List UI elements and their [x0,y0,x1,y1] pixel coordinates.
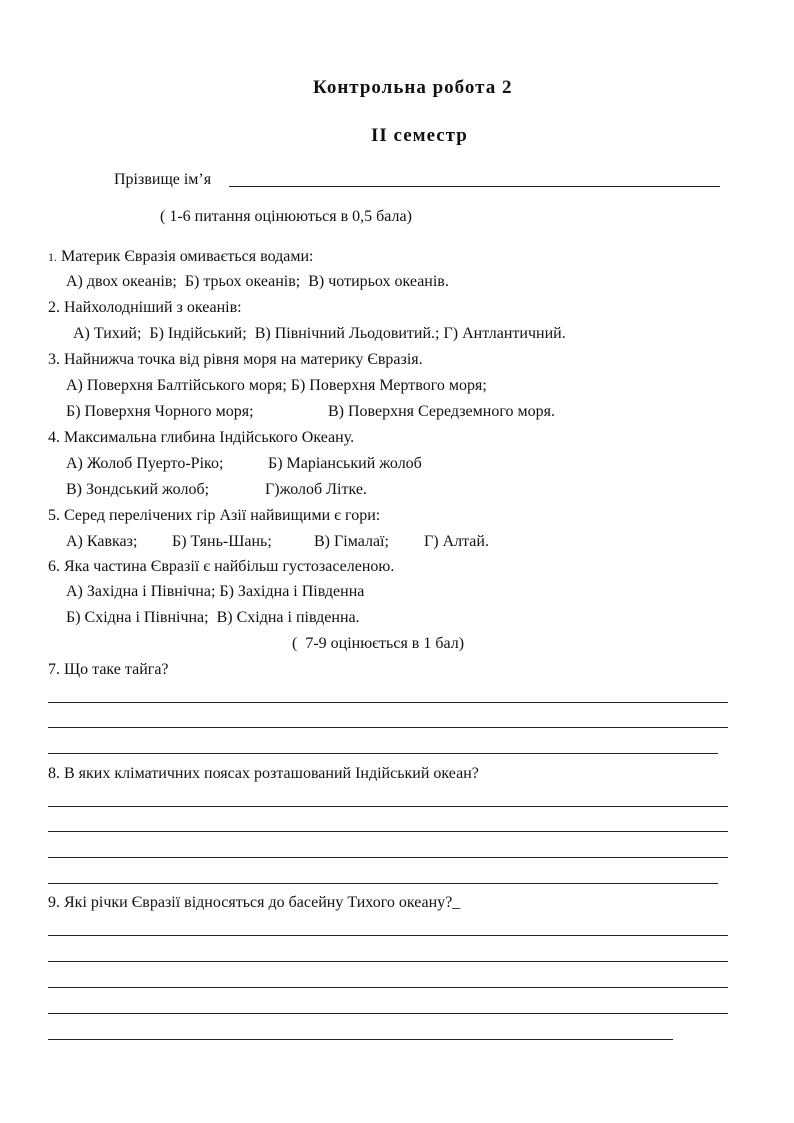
answer-line[interactable] [48,935,728,936]
question-9: 9. Які річки Євразії відносяться до басейну Тихого океану?_ [48,894,461,911]
answer-line[interactable] [48,1039,673,1040]
answer-line[interactable] [48,883,718,884]
question-6-options-row2: Б) Східна і Північна; В) Східна і південна. [66,609,360,626]
question-2-options: А) Тихий; Б) Індійський; В) Північний Льодовитий.; Г) Антлантичний. [73,325,566,342]
question-5-option-b: Б) Тянь-Шань; [172,533,272,550]
name-label: Прізвище ім’я [114,171,212,188]
question-1-text: Материк Євразія омивається водами: [57,248,314,265]
answer-line[interactable] [48,961,728,962]
question-4-option-b: Б) Маріанський жолоб [268,455,422,472]
scoring-note-1-6: ( 1-6 питання оцінюються в 0,5 бала) [160,208,412,225]
question-2: 2. Найхолодніший з океанів: [48,299,242,316]
question-7: 7. Що таке тайга? [48,661,169,678]
answer-line[interactable] [48,987,728,988]
question-3-option-b: Б) Поверхня Чорного моря; [66,403,254,420]
question-5-option-g: Г) Алтай. [424,533,489,550]
question-3-options-row1: А) Поверхня Балтійського моря; Б) Поверхня Мертвого моря; [66,377,487,394]
question-5-option-a: А) Кавказ; [66,533,138,550]
question-4: 4. Максимальна глибина Індійського Океану. [48,429,355,446]
answer-line[interactable] [48,753,718,754]
question-6: 6. Яка частина Євразії є найбільш густозаселеною. [48,558,395,575]
semester-heading: II семестр [371,125,468,146]
question-3-option-v: В) Поверхня Середземного моря. [328,403,555,420]
answer-line[interactable] [48,831,728,832]
question-5: 5. Серед перелічених гір Азії найвищими є гори: [48,507,381,524]
answer-line[interactable] [48,806,728,807]
scoring-note-7-9: ( 7-9 оцінюється в 1 бал) [292,635,465,652]
name-field[interactable] [229,186,720,187]
question-4-option-a: А) Жолоб Пуерто-Ріко; [66,455,224,472]
page-title: Контрольна робота 2 [313,77,513,98]
question-1 [48,248,314,266]
question-1-number: 1. [48,250,57,264]
answer-line[interactable] [48,1013,728,1014]
answer-line[interactable] [48,857,728,858]
question-4-option-g: Г)жолоб Літке. [265,481,367,498]
answer-line[interactable] [48,727,728,728]
question-8: 8. В яких кліматичних поясах розташований Індійський океан? [48,765,479,782]
answer-line[interactable] [48,702,728,703]
question-6-options-row1: А) Західна і Північна; Б) Західна і Південна [66,583,365,600]
question-4-option-v: В) Зондський жолоб; [66,481,210,498]
question-5-option-v: В) Гімалаї; [314,533,389,550]
question-1-options: А) двох океанів; Б) трьох океанів; В) чотирьох океанів. [66,273,449,290]
question-3: 3. Найнижча точка від рівня моря на материку Євразія. [48,351,423,368]
